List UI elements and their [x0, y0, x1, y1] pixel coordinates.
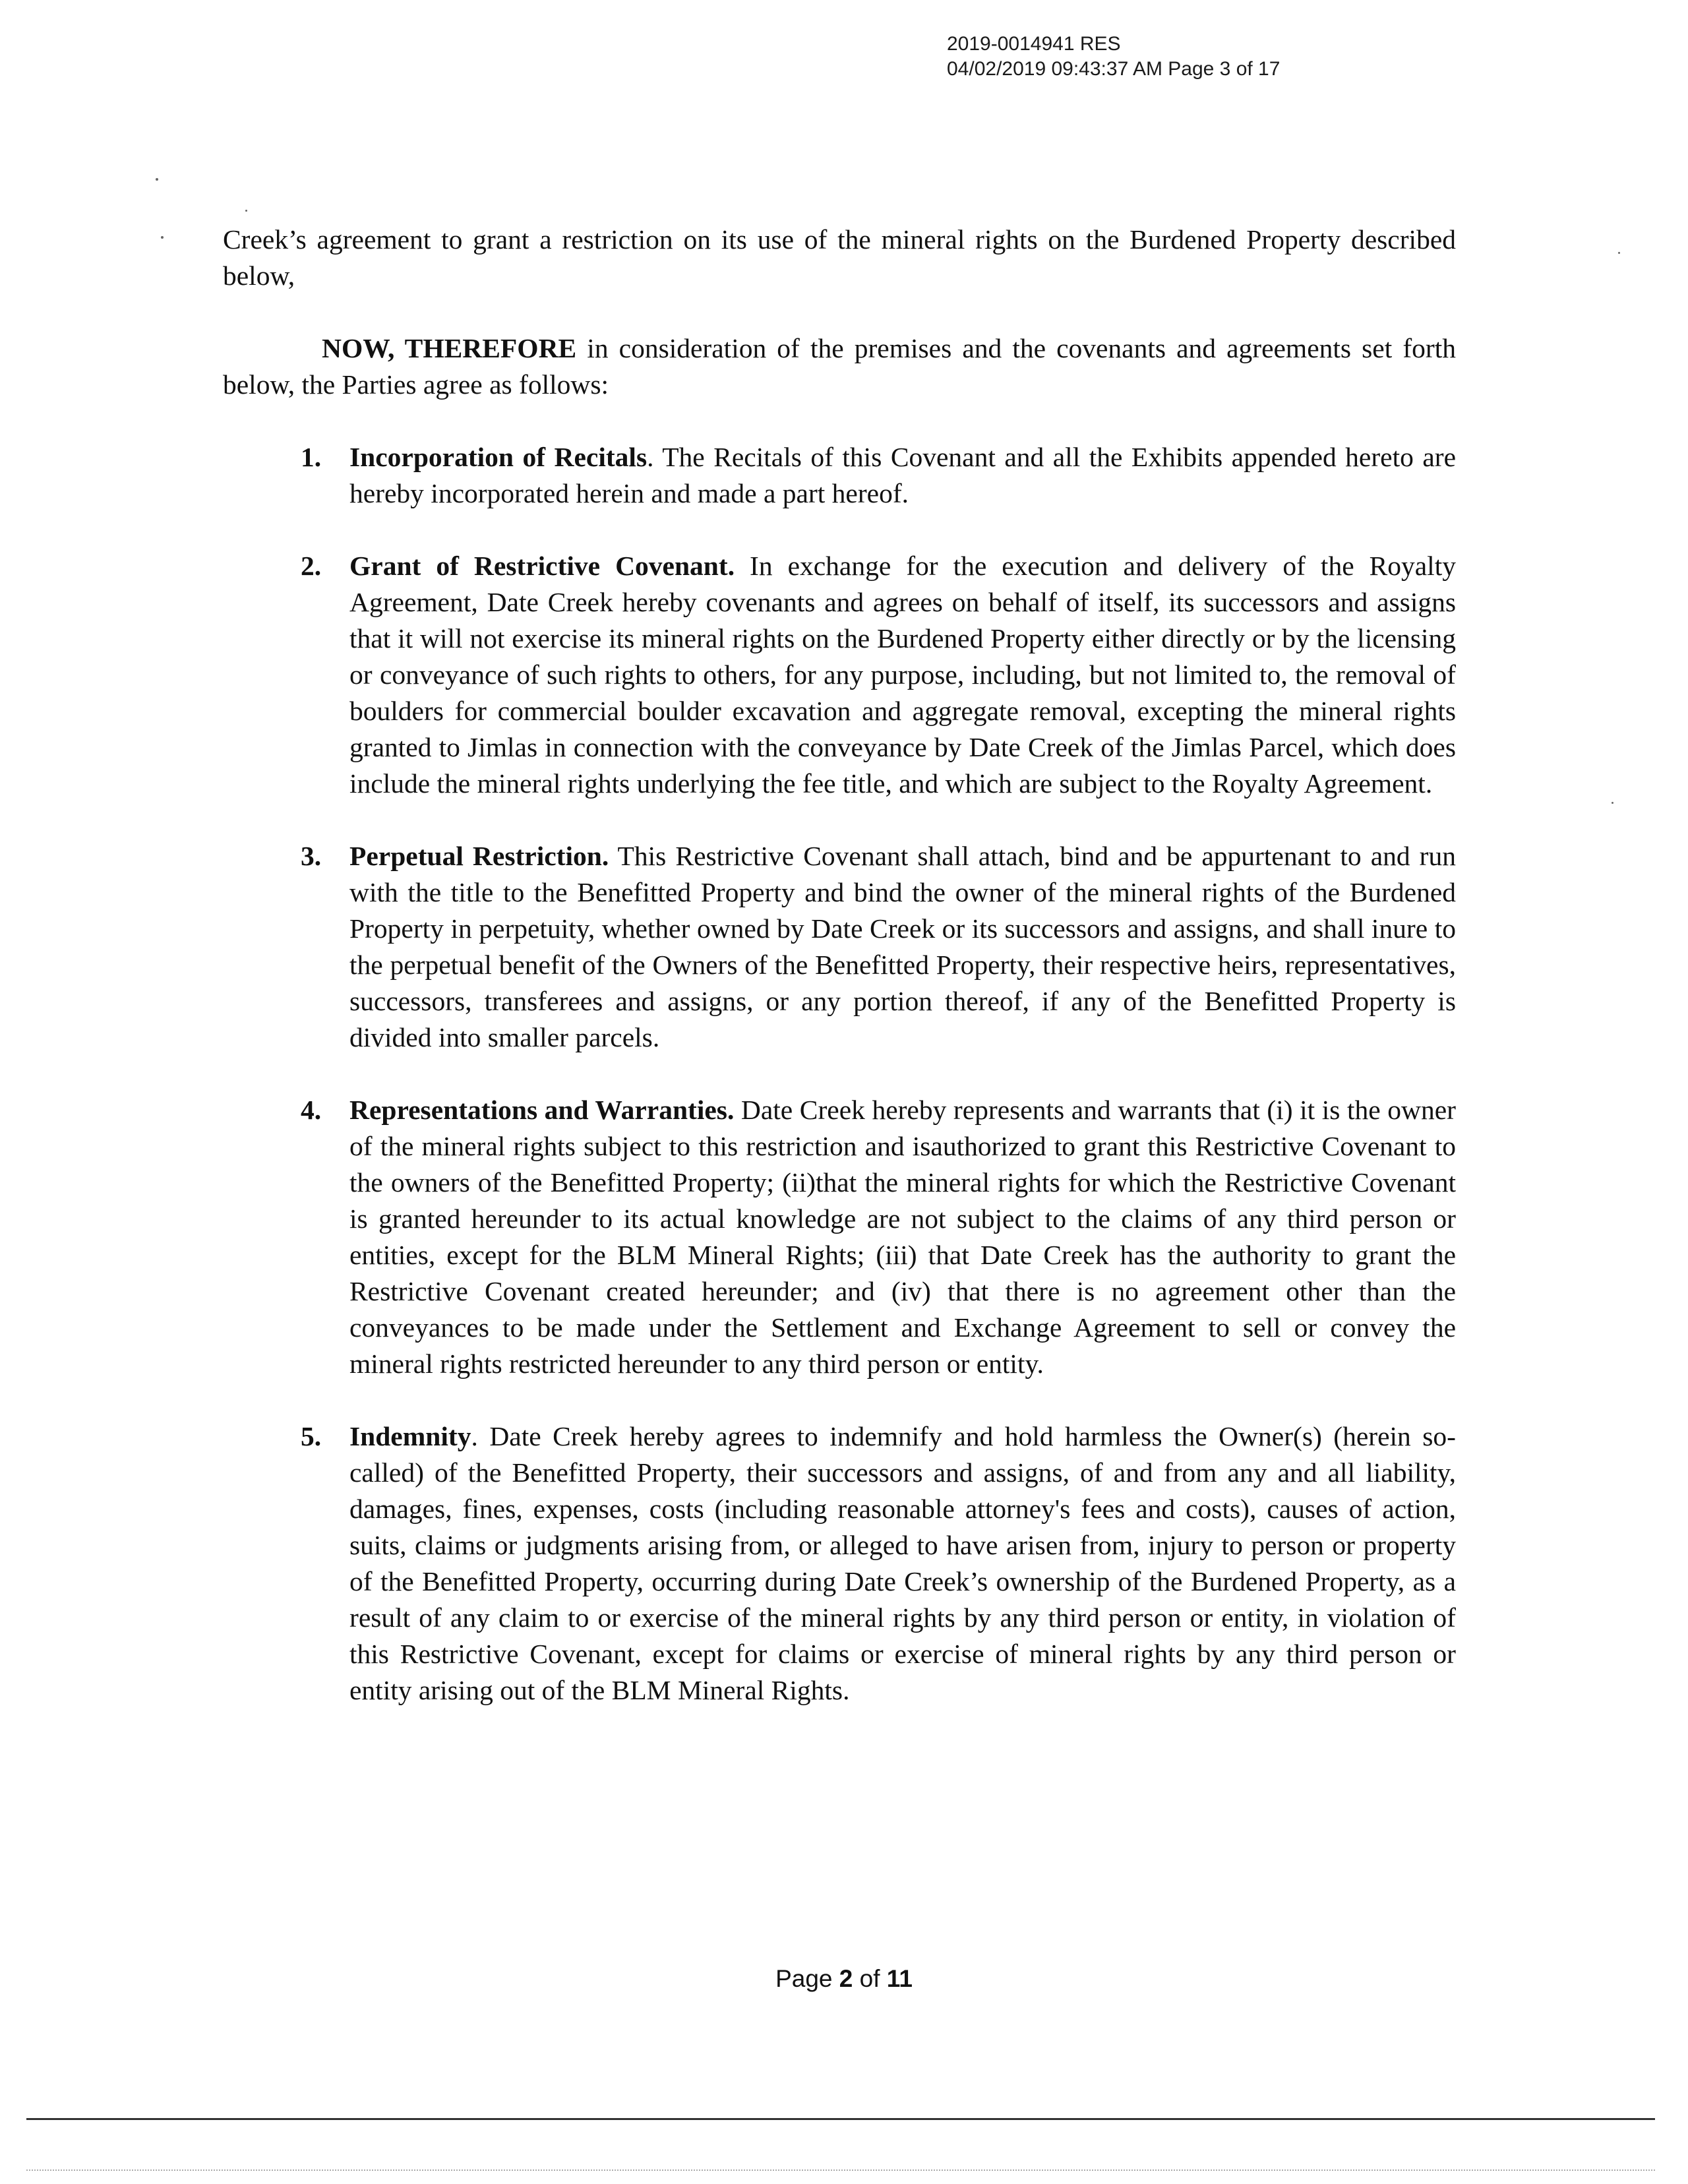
section-text: In exchange for the execution and delivery of the Royalty Agreement, Date Creek hereby covenants and agrees on behalf of itself, its successors and assigns that it will not exercise its mineral rights on the Burdened Property either directly or by the licensing or conveyance of such rights to others, for any purpose, including, but not limited to, the removal of boulders for commercial boulder excavation and aggregate removal, excepting the mineral rights granted to Jimlas in connection with the conveyance by Date Creek of the Jimlas Parcel, which does include the mineral rights underlying the fee title, and which are subject to the Royalty Agreement.	[349, 551, 1456, 799]
scan-speck	[156, 178, 158, 181]
section-title: Representations and Warranties.	[349, 1095, 735, 1125]
recording-stamp	[947, 32, 1280, 82]
section-text: . The Recitals of this Covenant and all the Exhibits appended hereto are hereby incorporated herein and made a part hereof.	[349, 442, 1456, 508]
scan-edge-noise	[26, 2169, 1655, 2171]
recording-timestamp: 04/02/2019 09:43:37 AM Page 3 of 17	[947, 58, 1281, 80]
section-number: 3.	[301, 841, 322, 871]
intro-paragraph: Creek’s agreement to grant a restriction on its use of the mineral rights on the Burdened Property described below,	[223, 224, 1456, 291]
section-number: 2.	[301, 551, 322, 581]
page-prefix: Page	[775, 1965, 839, 1992]
footer-divider	[26, 2118, 1655, 2120]
page-current: 2	[839, 1965, 853, 1992]
section-title: Incorporation of Recitals	[349, 442, 648, 472]
section-text: . Date Creek hereby agrees to indemnify and hold harmless the Owner(s) (herein so-called) of the Benefitted Property, their successors and assigns, of and from any and all liability, damages, fines, expenses, costs (including reasonable attorney's fees and costs), causes of action, suits, claims or judgments arising from, or alleged to have arisen from, injury to person or property of the Benefitted Property, occurring during Date Creek’s ownership of the Burdened Property, as a result of any claim to or exercise of the mineral rights by any third person or entity, in violation of this Restrictive Covenant, except for claims or exercise of mineral rights by any third person or entity arising out of the BLM Mineral Rights.	[349, 1421, 1456, 1705]
now-therefore-paragraph	[223, 330, 1456, 403]
section-number: 5.	[301, 1421, 322, 1451]
now-therefore-text: in consideration of the premises and the covenants and agreements set forth below, the Parties agree as follows:	[223, 333, 1456, 400]
scan-speck	[245, 210, 247, 212]
scan-speck	[161, 236, 164, 239]
section-incorporation-of-recitals	[223, 439, 1456, 512]
section-title: Grant of Restrictive Covenant.	[349, 551, 735, 581]
document-body	[223, 222, 1456, 1745]
section-title: Perpetual Restriction.	[349, 841, 609, 871]
scan-speck	[1618, 252, 1620, 254]
recording-number: 2019-0014941 RES	[947, 33, 1121, 55]
covenant-sections	[223, 439, 1456, 1709]
section-text: This Restrictive Covenant shall attach, bind and be appurtenant to and run with the title to the Benefitted Property and bind the owner of the mineral rights of the Burdened Property in perpetuity, whether owned by Date Creek or its successors and assigns, and shall inure to the perpetual benefit of the Owners of the Benefitted Property, their respective heirs, representatives, successors, transferees and assigns, or any portion thereof, if any of the Benefitted Property is divided into smaller parcels.	[349, 841, 1457, 1052]
section-perpetual-restriction	[223, 838, 1456, 1056]
page-total: 11	[886, 1965, 913, 1992]
section-number: 4.	[301, 1095, 322, 1125]
section-text: Date Creek hereby represents and warrants that (i) it is the owner of the mineral rights subject to this restriction and isauthorized to grant this Restrictive Covenant to the owners of the Benefitted Property; (ii)that the mineral rights for which the Restrictive Covenant is granted hereunder to its actual knowledge are not subject to the claims of any third person or entities, except for the BLM Mineral Rights; (iii) that Date Creek has the authority to grant the Restrictive Covenant created hereunder; and (iv) that there is no agreement other than the conveyances to be made under the Settlement and Exchange Agreement to sell or convey the mineral rights restricted hereunder to any third person or entity.	[349, 1095, 1456, 1379]
page-number-footer	[0, 1965, 1688, 1993]
section-indemnity	[223, 1418, 1456, 1709]
section-representations-and-warranties	[223, 1092, 1456, 1382]
section-number: 1.	[301, 442, 322, 472]
page-of: of	[853, 1965, 887, 1992]
section-title: Indemnity	[349, 1421, 471, 1451]
now-therefore-lead: NOW, THEREFORE	[322, 333, 577, 363]
scan-speck	[1612, 802, 1613, 804]
section-grant-of-restrictive-covenant	[223, 548, 1456, 802]
